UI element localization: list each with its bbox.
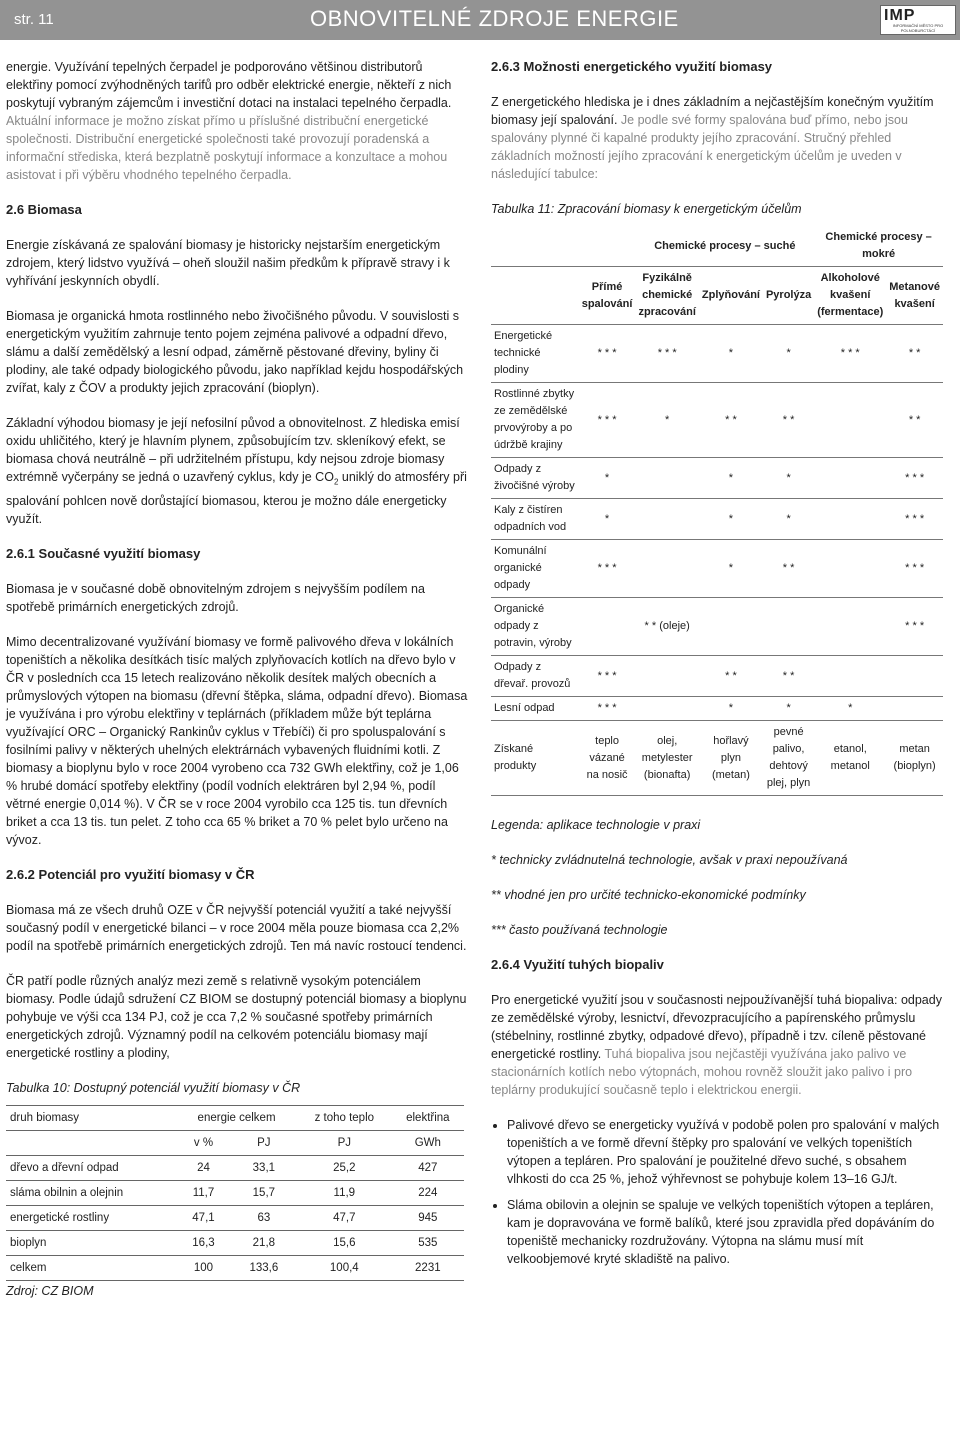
table-row: dřevo a dřevní odpad 24 33,1 25,2 427 — [6, 1155, 464, 1180]
table-group-header-row: Chemické procesy – suché Chemické procesy – mokré — [654, 231, 932, 260]
paragraph: Z energetického hlediska je i dnes základním a nejčastějším konečným využitím biomasy její spalování. Je podle své formy spalována buď přímo, nebo jsou spalovány plynné či kapalné produkty jejího zpracování. Stručný přehled základních možností jejího zpracování k energetickým účelům je uveden v následující tabulce: — [491, 95, 934, 181]
table-row: Komunální organické odpady * * * * * * * * * — [491, 540, 943, 598]
page-header — [0, 0, 960, 40]
table-units-row: v % PJ PJ GWh — [6, 1130, 464, 1155]
table-row: Kaly z čistíren odpadních vod * * * * * * — [491, 499, 943, 540]
logo-text: IMP — [884, 7, 916, 24]
table-row: bioplyn 16,3 21,8 15,6 535 — [6, 1230, 464, 1255]
table-row: energetické rostliny 47,1 63 47,7 945 — [6, 1205, 464, 1230]
table-row: Rostlinné zbytky ze zemědělské prvovýroby a po údržbě krajiny * * * * * * * * * * — [491, 383, 943, 458]
table11-legend: Legenda: aplikace technologie v praxi * technicky zvládnutelná technologie, avšak v praxi nepoužívaná ** vhodné jen pro určité technicko-ekonomické podmínky *** často používaná technologie — [491, 818, 848, 937]
paragraph: Mimo decentralizované využívání biomasy ve formě palivového dřeva v lokálních topeništích a několika desítkách tisíc malých zplyňovacích kotlích na dřevo bylo v ČR v posledních cca 15 letech realizováno několik desítek malých obecních a průmyslových výtopen na biomasu (dřevní štěpka, sláma, odpadní dřevo). Biomasa je využívána i pro výrobu elektřiny v teplárnách (příkladem může být teplárna využívající ORC – Organický Rankinův cyklus v Třebíči) či pro spoluspalování s fosilními palivy v některých uhelných elektrárnách vybavených fluidními kotli. Z biomasy a bioplynu bylo v roce 2004 vyrobeno cca 732 GWh elektřiny, což je 1,06 % hrubé domácí spotřeby elektřiny (podíl vodních elektráren byl 2,94 %, podíl větrné energie 0,014 %). V ČR se v roce 2004 vyrobilo cca 125 tis. tun dřevních briket a cca 13 tis. tun pelet. Z toho cca 65 % briket a 70 % pelet bylo určeno na vývoz. — [6, 634, 468, 847]
table-header-row: druh biomasy energie celkem z toho teplo elektřina — [6, 1105, 464, 1130]
paragraph: Pro energetické využití jsou v současnosti nejpoužívanější tuhá biopaliva: odpady ze zemědělské výroby, lesnictví, dřevozpracujícího a papírenského průmyslu (stébelniny, rostlinné zbytky, odpadové dřevo), případně i tzv. cíleně pěstované energetické rostliny. Tuhá biopaliva jsou nejčastěji využívána jako palivo ve stacionárních kotlích nebo výtopnách, mohou rovněž sloužit jako palivo i pro teplárny produkující současně teplo i elektrickou energii. — [491, 993, 942, 1097]
paragraph: Biomasa je v současné době obnovitelným zdrojem s nejvyšším podílem na spotřebě primárních energetických zdrojů. — [6, 581, 425, 614]
table-biomass-potential — [6, 1105, 464, 1281]
table11-caption: Tabulka 11: Zpracování biomasy k energetickým účelům — [491, 202, 802, 216]
left-column — [6, 58, 470, 1300]
section-heading-potencial: 2.6.2 Potenciál pro využití biomasy v ČR — [6, 866, 255, 882]
section-heading-biomasa: 2.6 Biomasa — [6, 202, 82, 217]
section-heading-tuha-biopaliva: 2.6.4 Využití tuhých biopaliv — [491, 957, 664, 972]
paragraph: energie. Využívání tepelných čerpadel je podporováno většinou distributorů elektřiny pomocí zvýhodněných tarifů pro odběr elektrické energie, někteří z nich poskytují vybraným zájemcům i investiční dotaci na instalaci tepelného čerpadla. Aktuální informace je možno získat přímo u příslušné distribuční energetické společnosti. Distribuční energetické společnosti také provozují poradenská a informační střediska, která bezplatně poskytují informace a konzultace a mohou asistovat i při výběru vhodného tepelného čerpadla. — [6, 60, 452, 182]
table-row: Získané produkty teplo vázané na nosič olej, metylester (bionafta) hořlavý plyn (metan) pevné palivo, dehtový plej, plyn etanol, metanol metan (bioplyn) — [491, 721, 943, 796]
bullet-list — [491, 1116, 949, 1268]
page-number: str. 11 — [14, 11, 54, 28]
table10-caption: Tabulka 10: Dostupný potenciál využití biomasy v ČR — [6, 1080, 301, 1095]
table-row: Odpady z živočišné výroby * * * * * * — [491, 458, 943, 499]
table-row: Lesní odpad * * * * * * — [491, 697, 943, 721]
table-row: Organické odpady z potravin, výroby * * (oleje) * * * — [491, 598, 943, 656]
paragraph: Energie získávaná ze spalování biomasy je historicky nejstarším energetickým zdrojem, který lidstvo využívá – oheň sloužil našim předkům k přípravě stravy i k vyhřívání jeskynních obydlí. — [6, 238, 450, 288]
table-row: Odpady z dřevař. provozů * * * * * * * — [491, 656, 943, 697]
table10-source: Zdroj: CZ BIOM — [6, 1283, 94, 1298]
imp-logo — [880, 5, 956, 35]
right-column — [491, 58, 949, 1276]
table-header-row: Přímé spalování Fyzikálně chemické zpracování Zplyňování Pyrolýza Alkoholové kvašení (fermentace) Metanové kvašení — [491, 267, 943, 325]
paragraph: Základní výhodou biomasy je její nefosilní původ a obnovitelnost. Z hlediska emisí oxidu uhličitého, který je hlavním plynem, způsobujícím tzv. skleníkový efekt, se biomasa chová neutrálně – při udržitelném přístupu, kdy nejsou zdroje biomasy extrémně vyčerpány se jedná o uzavřený cyklus, kdy je $CO_2$ uniklý do atmosféry při spalování pohlcen nově dorůstající biomasou, kterou je možno dále energeticky využít. — [6, 416, 467, 526]
section-heading-moznosti: 2.6.3 Možnosti energetického využití biomasy — [491, 59, 773, 74]
table-row: sláma obilnin a olejnin 11,7 15,7 11,9 224 — [6, 1180, 464, 1205]
table-biomass-processing — [491, 226, 943, 796]
paragraph: Biomasa je organická hmota rostlinného nebo živočišného původu. V souvislosti s energetickým využitím zahrnuje tento pojem zejména palivové a odpadní dřevo, slámu a další zemědělský a lesní odpad, záměrně pěstované dřeviny, byliny či plodiny, ale také odpady biologického původu, jako například kejdu hospodářských zvířat, kaly z ČOV a produkty jejich zpracování (bioplyn). — [6, 309, 464, 395]
section-heading-soucasne: 2.6.1 Současné využití biomasy — [6, 545, 201, 561]
header-title: OBNOVITELNÉ ZDROJE ENERGIE — [310, 6, 679, 31]
logo-subtitle: INFORMAČNÍ MĚSTO PRO POLNOBURCTÁCÍ — [892, 23, 944, 33]
paragraph: Biomasa má ze všech druhů OZE v ČR nejvyšší potenciál využití a také nejvyšší současný podíl v energetické bilanci – v roce 2004 měla pouze biomasa cca 2,2% podíl na spotřebě primárních energetických zdrojů. Ten má navíc rostoucí tendenci. — [6, 902, 467, 953]
list-item: • Palivové dřevo se energeticky využívá v podobě polen pro spalování v malých topeništích a ve formě dřevní štěpky pro spalování ve velkých topeništích výtopen a tepláren. Pro spalování je použitelné dřevo suché, s obsahem vlhkosti do cca 25 %, jehož výhřevnost se pohybuje kolem 13–16 GJ/t. — [507, 1116, 949, 1188]
list-item: • Sláma obilovin a olejnin se spaluje ve velkých topeništích výtopen a tepláren, kam je dopravována ve formě balíků, které jsou zpravidla před dopáváním do topeniště mechanicky rozdružovány. Výtopna na slámu musí mít velkoobjemové kryté skladiště na palivo. — [507, 1196, 949, 1268]
table-row: Energetické technické plodiny * * * * * * * * * * * * * — [491, 325, 943, 383]
table-row: celkem 100 133,6 100,4 2231 — [6, 1255, 464, 1280]
paragraph: ČR patří podle různých analýz mezi země s relativně vysokým potenciálem biomasy. Podle údajů sdružení CZ BIOM se dostupný potenciál biomasy a bioplynu pohybuje ve výši cca 134 PJ, což je cca 7,2 % současné spotřeby primárních energetických zdrojů. Významný podíl na celkovém potenciálu biomasy mají energetické rostliny a plodiny, — [6, 973, 467, 1060]
